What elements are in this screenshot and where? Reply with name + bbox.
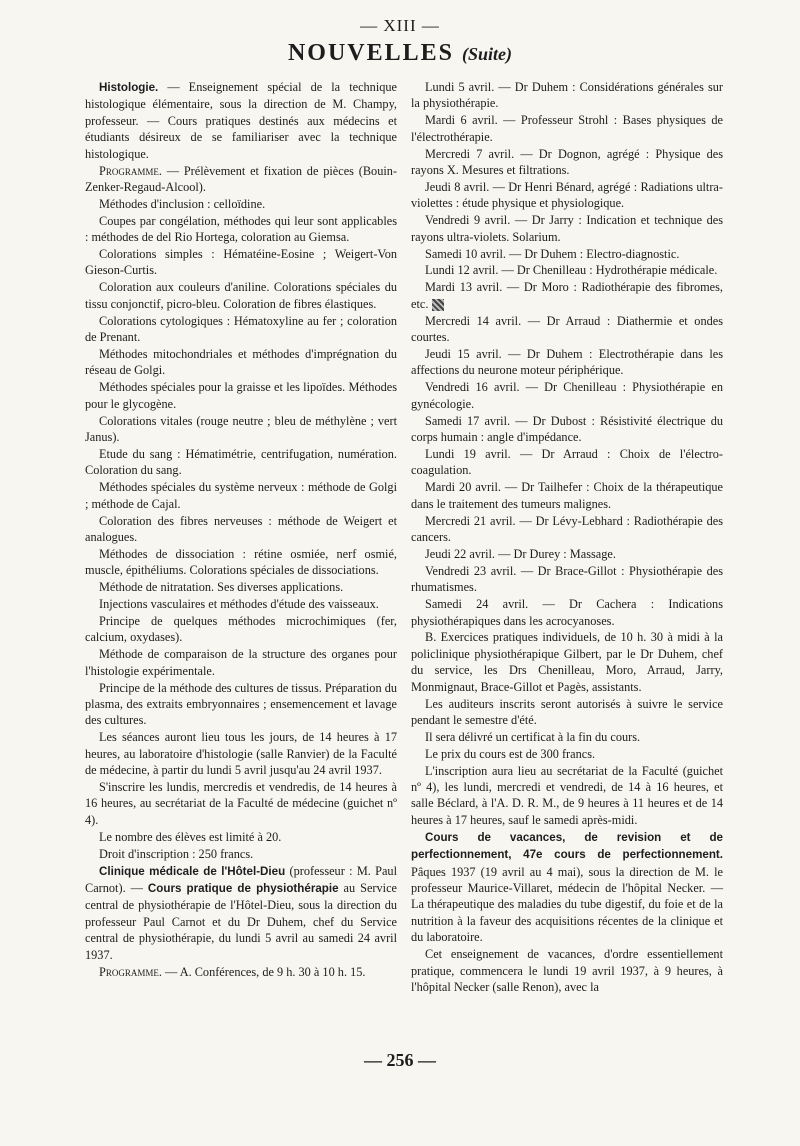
programme-paragraph [85,163,397,196]
clinique-text-2: au Service central de physiothérapie de l'Hôtel-Dieu, sous la direction du professeur Paul Carnot et du Dr Duhem, chef du Service central de physiothérapie, du lundi 5 avril au samedi 24 avril 1937. [85,881,397,962]
clinique-paragraph [85,863,397,963]
heading-title: NOUVELLES [287,40,455,66]
schedule-entry: Samedi 17 avril. — Dr Dubost : Résistivité électrique du corps humain : angle d'impédance. [411,413,723,445]
paragraph: Injections vasculaires et méthodes d'étude des vaisseaux. [99,597,379,612]
heading-suite: (Suite) [462,44,513,64]
paragraph: Méthode de comparaison de la structure des organes pour l'histologie expérimentale. [85,647,397,678]
histologie-title: Histologie. [99,81,159,94]
paragraph: Il sera délivré un certificat à la fin du cours. [425,729,641,744]
clinique-text-1: (professeur : M. Paul Carnot). — [85,863,397,895]
schedule-entry: Jeudi 22 avril. — Dr Durey : Massage. [425,546,616,561]
paragraph: Droit d'inscription : 250 francs. [99,846,254,861]
schedule-entry: Lundi 12 avril. — Dr Chenilleau : Hydrothérapie médicale. [425,263,718,278]
paragraph: Méthode de nitratation. Ses diverses applications. [99,580,344,595]
paragraph: Principe de quelques méthodes microchimiques (fer, calcium, oxydases). [85,614,397,645]
schedule-entry: Mercredi 7 avril. — Dr Dognon, agrégé : Physique des rayons X. Mesures et filtrations. [411,146,723,178]
programme2-label: Programme. [99,964,162,979]
paragraph: Le nombre des élèves est limité à 20. [99,829,282,844]
clinique-course-title: Cours pratique de physiothérapie [147,882,339,895]
vacances-paragraph [411,829,723,946]
programme-text: — Prélèvement et fixation de pièces (Bouin-Zenker-Regaud-Alcool). [85,163,397,194]
schedule-entry: Jeudi 8 avril. — Dr Henri Bénard, agrégé : Radiations ultra-violettes : étude physique et physiologique. [411,179,723,211]
schedule-entry: Lundi 5 avril. — Dr Duhem : Considérations générales sur la physiothérapie. [411,80,723,111]
paragraph: Coloration aux couleurs d'aniline. Colorations spéciales du tissu conjonctif, picro-bleu. Coloration de fibres élastiques. [85,280,397,311]
paragraph: Principe de la méthode des cultures de tissus. Préparation du plasma, des extraits embryonnaires ; ensemencement et lavage des cultures. [85,680,397,728]
schedule-entry: Mercredi 21 avril. — Dr Lévy-Lebhard : Radiothérapie des cancers. [411,513,723,544]
paragraph: Les auditeurs inscrits seront autorisés à suivre le service pendant le semestre d'été. [411,696,723,727]
schedule-entry: Mercredi 14 avril. — Dr Arraud : Diathermie et ondes courtes. [411,313,723,345]
paragraph: Colorations vitales (rouge neutre ; bleu de méthylène ; vert Janus). [85,413,397,445]
paragraph: Etude du sang : Hématimétrie, centrifugation, numération. Coloration du sang. [85,446,397,478]
paragraph: Méthodes mitochondriales et méthodes d'imprégnation du réseau de Golgi. [85,347,397,378]
right-column [411,79,723,996]
schedule-entry: Jeudi 15 avril. — Dr Duhem : Electrothérapie dans les affections du neurone moteur périphérique. [411,347,723,378]
schedule-entry: Vendredi 23 avril. — Dr Brace-Gillot : Physiothérapie des rhumatismes. [411,563,723,595]
paragraph: Colorations simples : Hématéine-Eosine ; Weigert-Von Gieson-Curtis. [85,247,397,278]
schedule-entry: Vendredi 16 avril. — Dr Chenilleau : Physiothérapie en gynécologie. [411,380,723,411]
schedule-entry: Lundi 19 avril. — Dr Arraud : Choix de l'électro-coagulation. [411,446,723,478]
paragraph: Le prix du cours est de 300 francs. [425,746,596,761]
paragraph: Coupes par congélation, méthodes qui leur sont applicables : méthodes de del Rio Hortega, coloration au Giemsa. [85,213,397,245]
paragraph: S'inscrire les lundis, mercredis et vendredis, de 14 heures à 16 heures, au secrétariat de la Faculté de médecine (guichet nº 4). [85,780,397,827]
schedule-entry-text: Mardi 13 avril. — Dr Moro : Radiothérapie des fibromes, etc. [411,280,723,311]
page-number: — 256 — [364,1050,436,1070]
schedule-entry: Mardi 20 avril. — Dr Tailhefer : Choix de la thérapeutique dans le traitement des tumeurs malignes. [411,480,723,511]
clinique-title: Clinique médicale de l'Hôtel-Dieu [99,864,286,878]
paragraph: L'inscription aura lieu au secrétariat de la Faculté (guichet nº 4), les lundi, mercredi et vendredi, de 14 à 16 heures, et salle Béclard, à l'A. D. R. M., de 9 heures à 11 heures et de 14 heures à 17 heures, sauf le samedi après-midi. [411,763,723,827]
schedule-entry: Samedi 24 avril. — Dr Cachera : Indications physiothérapiques dans les acrocyanoses. [411,597,723,628]
schedule-entry: Mardi 6 avril. — Professeur Strohl : Bases physiques de l'électrothérapie. [411,113,723,144]
paragraph: Coloration des fibres nerveuses : méthode de Weigert et analogues. [85,513,397,544]
vacances-title: Cours de vacances, de revision et de perfectionnement, 47e cours de perfectionnement. [411,830,723,862]
histologie-paragraph [85,79,397,162]
left-column [85,79,397,980]
paragraph: Cet enseignement de vacances, d'ordre essentiellement pratique, commencera le lundi 19 avril 1937, à 9 heures, à l'hôpital Necker (salle Renon), avec la [411,947,723,994]
paragraph: Méthodes d'inclusion : celloïdine. [99,196,266,211]
schedule-entry: Samedi 10 avril. — Dr Duhem : Electro-diagnostic. [425,246,680,261]
paragraph: Colorations cytologiques : Hématoxyline au fer ; coloration de Prenant. [85,313,397,345]
vacances-text: Pâques 1937 (19 avril au 4 mai), sous la direction de M. le professeur Maurice-Villaret, médecin de l'hôpital Necker. — La thérapeutique des maladies du tube digestif, du foie et de la nutrition à la faveur des acquisitions récentes de la clinique et du laboratoire. [411,864,723,945]
programme-label: Programme. [99,163,162,178]
histologie-text: — Enseignement spécial de la technique histologique élémentaire, sous la direction de M. Champy, professeur. — Cours pratiques destinés aux médecins et étudiants désireux de se familiariser avec la technique histologique. [85,80,397,161]
schedule-entry [411,279,723,312]
section-heading [0,40,800,67]
paragraph: Les séances auront lieu tous les jours, de 14 heures à 17 heures, au laboratoire d'histologie (salle Ranvier) de la Faculté de médecine, à partir du lundi 5 avril jusqu'au 24 avril 1937. [85,730,397,778]
programme2-paragraph [85,964,397,980]
schedule-entry: Vendredi 9 avril. — Dr Jarry : Indication et technique des rayons ultra-violets. Solarium. [411,213,723,244]
programme2-text: — A. Conférences, de 9 h. 30 à 10 h. 15. [161,964,366,979]
paragraph: Méthodes spéciales pour la graisse et les lipoïdes. Méthodes pour le glycogène. [85,380,397,411]
printer-mark-icon [432,299,444,311]
roman-page-number: — XIII — [360,16,440,35]
paragraph: Méthodes de dissociation : rétine osmiée, nerf osmié, muscle, épithéliums. Colorations spéciales de dissociations. [85,546,397,578]
paragraph: Méthodes spéciales du système nerveux : méthode de Golgi ; méthode de Cajal. [85,480,397,511]
paragraph: B. Exercices pratiques individuels, de 10 h. 30 à midi à la policlinique physiothérapique Gilbert, par le Dr Duhem, chef du service, les Drs Chenilleau, Moro, Arraud, Jarry, Monmignaut, Brace-Gillot et Pagès, assistants. [411,630,723,694]
